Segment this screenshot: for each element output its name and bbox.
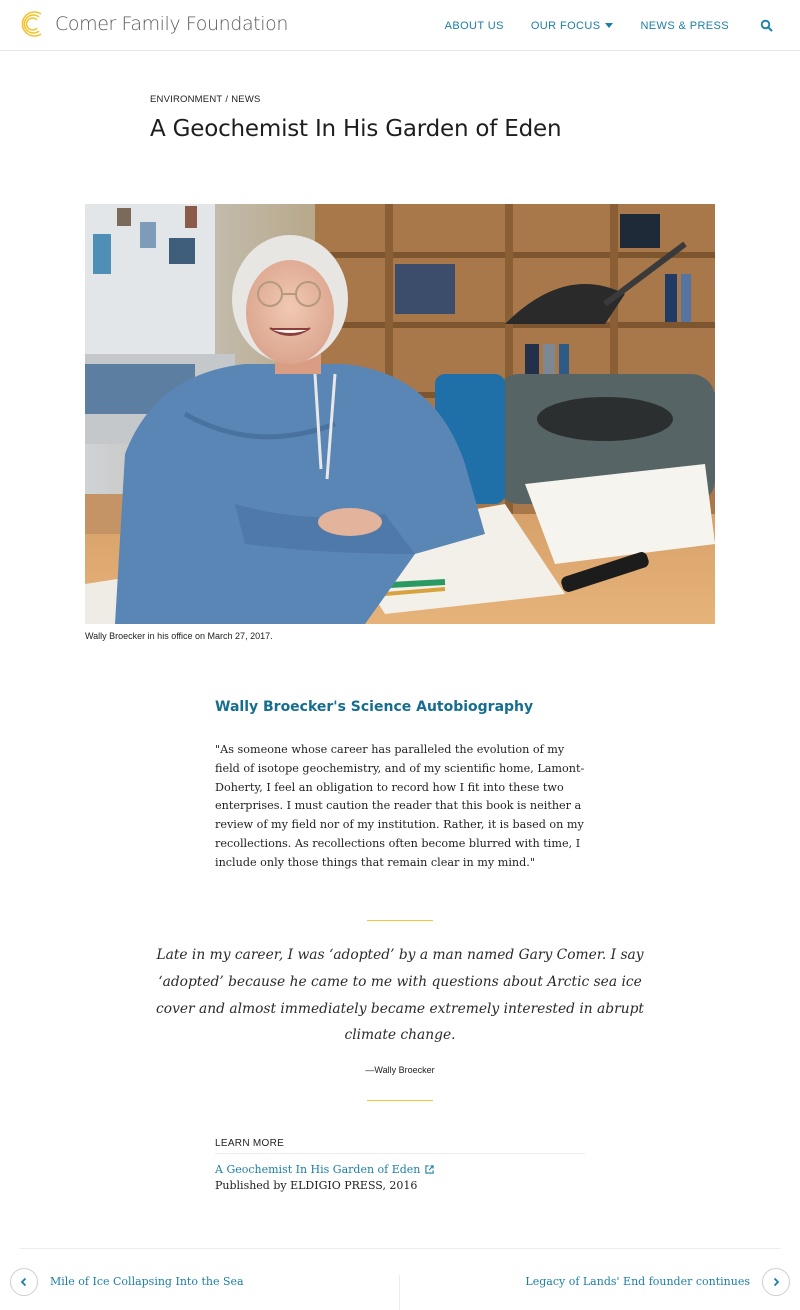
photo-caption: Wally Broecker in his office on March 27, 2017.: [85, 631, 273, 641]
autobiography-excerpt: "As someone whose career has paralleled the evolution of my field of isotope geochemistry, and of my scientific home, Lamont-Doherty, I feel an obligation to record how I fit into these two enterprises. I must caution the reader that this book is neither a review of my field nor of my institution. Rather, it is based on my recollections. As recollections often become blurred with time, I include only those things that remain clear in my mind.": [215, 743, 585, 869]
category-link[interactable]: ENVIRONMENT: [150, 94, 223, 105]
site-logo[interactable]: [19, 9, 288, 39]
learn-more-divider: [215, 1153, 585, 1154]
chevron-left-icon: [19, 1277, 29, 1287]
nav-about-us-label: ABOUT US: [444, 19, 504, 32]
external-link-icon: [425, 1165, 434, 1174]
site-header: [0, 0, 800, 51]
learn-more-publisher: Published by ELDIGIO PRESS, 2016: [215, 1179, 418, 1192]
nav-news-press-label: NEWS & PRESS: [640, 19, 729, 32]
nav-our-focus-label: OUR FOCUS: [530, 19, 601, 32]
footer-divider: [20, 1248, 780, 1249]
main-nav: [445, 0, 800, 51]
article-photo: [85, 204, 715, 624]
gold-divider: [367, 920, 433, 921]
learn-more-label: LEARN MORE: [215, 1138, 285, 1149]
pager-separator: [399, 1275, 400, 1310]
prev-article-button[interactable]: [10, 1268, 38, 1296]
caret-down-icon: [605, 23, 613, 28]
learn-more-link-text: A Geochemist In His Garden of Eden: [215, 1163, 421, 1176]
learn-more-link[interactable]: [215, 1163, 434, 1176]
category-separator: /: [225, 94, 229, 105]
next-article-link[interactable]: Legacy of Lands' End founder continues: [525, 1275, 750, 1288]
chevron-right-icon: [771, 1277, 781, 1287]
article-categories: [150, 94, 261, 105]
portrait-photo: [85, 204, 715, 624]
pull-quote-attribution: —Wally Broecker: [365, 1065, 435, 1075]
nav-news-press[interactable]: [640, 20, 729, 32]
article-title: A Geochemist In His Garden of Eden: [150, 116, 562, 142]
prev-article-link[interactable]: Mile of Ice Collapsing Into the Sea: [50, 1275, 244, 1288]
category-link[interactable]: NEWS: [231, 94, 261, 105]
logo-icon: [19, 9, 49, 39]
pull-quote: Late in my career, I was ‘adopted’ by a man named Gary Comer. I say ‘adopted’ because he came to me with questions about Arctic sea ice cover and almost immediately became extremely interested in abrupt climate change.: [156, 947, 644, 1044]
nav-about-us[interactable]: [445, 20, 504, 32]
next-article-button[interactable]: [762, 1268, 790, 1296]
section-heading: Wally Broecker's Science Autobiography: [215, 699, 534, 715]
nav-our-focus[interactable]: [531, 20, 614, 32]
gold-divider: [367, 1100, 433, 1101]
search-icon[interactable]: [760, 19, 774, 33]
logo-text: Comer Family Foundation: [55, 13, 288, 35]
